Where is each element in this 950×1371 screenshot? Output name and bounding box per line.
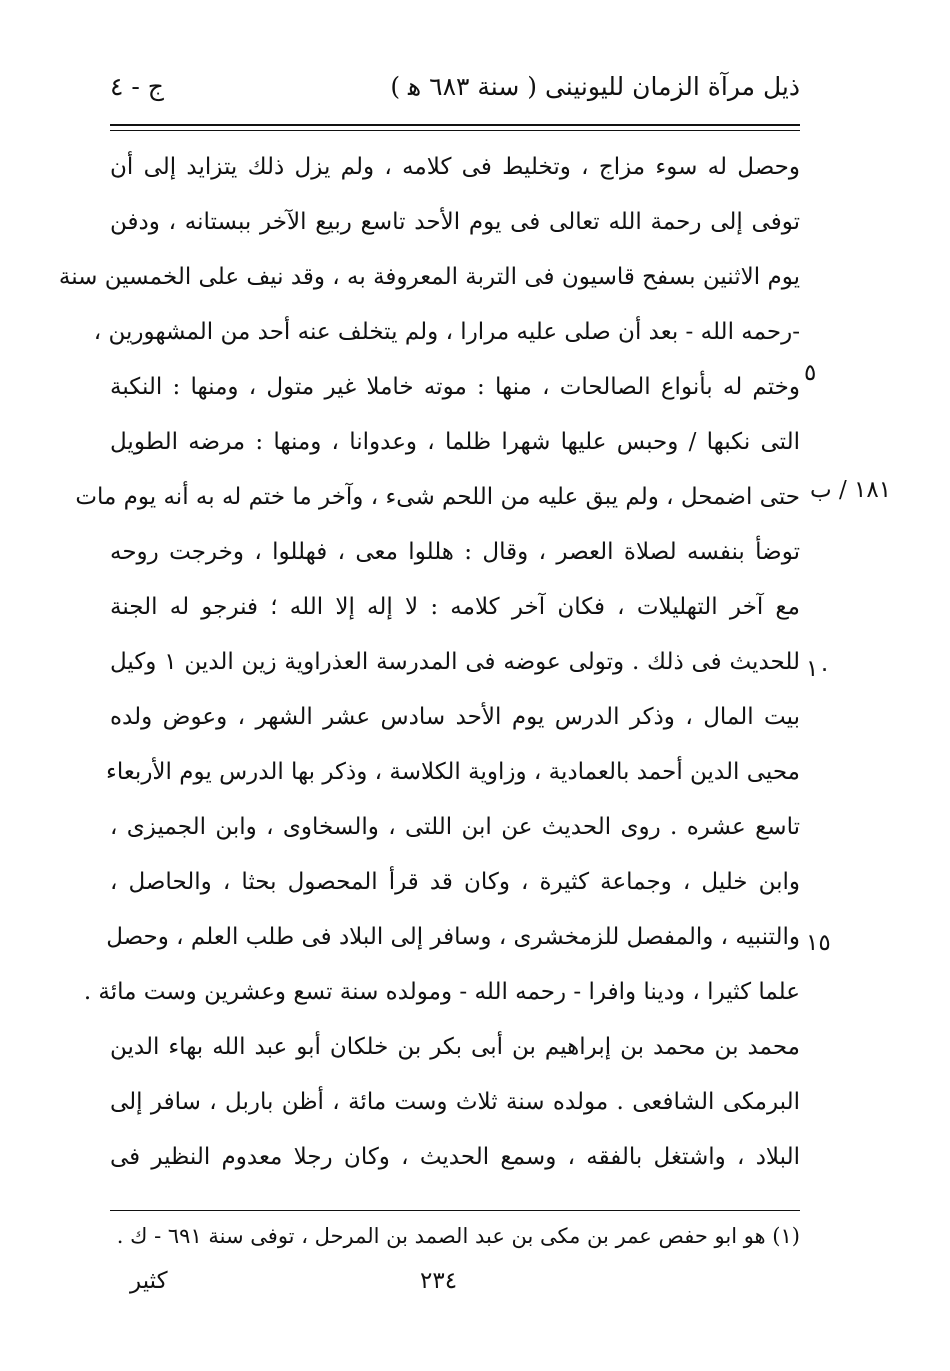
line-number-15: ١٥ bbox=[806, 930, 831, 956]
text-line: وحصل له سوء مزاج ، وتخليط فى كلامه ، ولم يزل ذلك يتزايد إلى أن bbox=[110, 154, 800, 180]
text-line: تاسع عشره . روى الحديث عن ابن اللتى ، والسخاوى ، وابن الجميزى ، bbox=[110, 814, 800, 840]
text-line: البرمكى الشافعى . مولده سنة ثلاث وست مائة ، أظن باربل ، سافر إلى bbox=[110, 1089, 800, 1115]
text-line: والتنبيه ، والمفصل للزمخشرى ، وسافر إلى البلاد فى طلب العلم ، وحصل bbox=[106, 924, 800, 950]
text-line: التى نكبها / وحبس عليها شهرا ظلما ، وعدوانا ، ومنها : مرضه الطويل bbox=[110, 429, 800, 455]
header-title: ذيل مرآة الزمان لليونينى ( سنة ٦٨٣ ﻫ ) bbox=[390, 72, 800, 101]
header-volume: ج - ٤ bbox=[110, 72, 164, 101]
manuscript-folio-marker: ١٨١ / ب bbox=[810, 477, 892, 503]
header-rule-thick bbox=[110, 124, 800, 126]
biography-heading-line: محمد بن محمد بن إبراهيم بن أبى بكر بن خلكان أبو عبد الله بهاء الدين bbox=[110, 1034, 800, 1060]
main-text bbox=[58, 140, 800, 1185]
text-line: للحديث فى ذلك . وتولى عوضه فى المدرسة العذراوية زين الدين ١ وكيل bbox=[110, 649, 800, 675]
line-number-10: ١٠ bbox=[806, 656, 831, 682]
page-number: ٢٣٤ bbox=[420, 1268, 458, 1294]
text-line: وابن خليل ، وجماعة كثيرة ، وكان قد قرأ المحصول بحثا ، والحاصل ، bbox=[110, 869, 800, 895]
text-line: وختم له بأنواع الصالحات ، منها : موته خاملا غير متول ، ومنها : النكبة bbox=[110, 374, 800, 400]
text-line: توفى إلى رحمة الله تعالى فى يوم الأحد تاسع ربيع الآخر ببستانه ، ودفن bbox=[110, 209, 800, 235]
text-line: مع آخر التهليلات ، فكان آخر كلامه : لا إله إلا الله ؛ فنرجو له الجنة bbox=[110, 594, 800, 620]
line-number-5: ٥ bbox=[804, 360, 817, 386]
text-line: -رحمه الله - بعد أن صلى عليه مرارا ، ولم يتخلف عنه أحد من المشهورين ، bbox=[93, 319, 800, 345]
text-line: علما كثيرا ، ودينا وافرا - رحمه الله - ومولده سنة تسع وعشرين وست مائة . bbox=[83, 979, 800, 1005]
header-rule-thin bbox=[110, 130, 800, 131]
catchword: كثير bbox=[130, 1268, 168, 1294]
text-line: يوم الاثنين بسفح قاسيون فى التربة المعروفة به ، وقد نيف على الخمسين سنة bbox=[58, 264, 800, 290]
running-header bbox=[110, 72, 800, 118]
text-line: حتى اضمحل ، ولم يبق عليه من اللحم شىء ، وآخر ما ختم له به أنه يوم مات bbox=[75, 484, 800, 510]
footnote-rule bbox=[110, 1210, 800, 1211]
text-line: البلاد ، واشتغل بالفقه ، وسمع الحديث ، وكان رجلا معدوم النظير فى bbox=[110, 1144, 800, 1170]
footnote: (١) هو ابو حفص عمر بن مكى بن عبد الصمد بن المرحل ، توفى سنة ٦٩١ - ك . bbox=[116, 1224, 800, 1248]
text-line: بيت المال ، وذكر الدرس يوم الأحد سادس عشر الشهر ، وعوض ولده bbox=[110, 704, 800, 730]
text-line: محيى الدين أحمد بالعمادية ، وزاوية الكلاسة ، وذكر بها الدرس يوم الأربعاء bbox=[106, 759, 800, 785]
text-line: توضأ بنفسه لصلاة العصر ، وقال : هللوا معى ، فهللوا ، وخرجت روحه bbox=[110, 539, 800, 565]
